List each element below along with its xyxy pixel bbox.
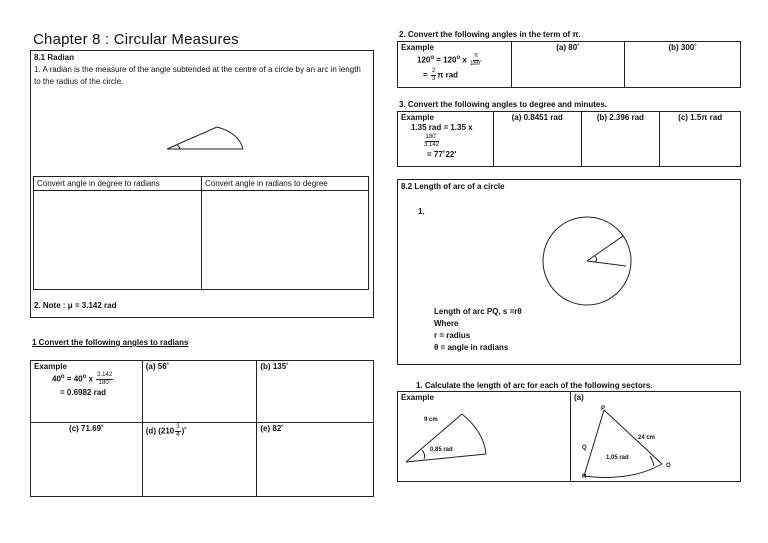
ex3-example-label: Example xyxy=(401,113,434,122)
ex1-example-line1: $40^o = 40^o$ x $\frac{3.142}{180˚}$ xyxy=(52,372,113,387)
ex3-example-result: = 77˚22' xyxy=(427,150,457,159)
ex1-heading: 1 Convert the following angles to radians xyxy=(32,338,189,347)
ex3-heading: 3. Convert the following angles to degree and minutes. xyxy=(399,100,608,109)
arc-theta-def: θ = angle in radians xyxy=(434,343,509,352)
radian-definition: 1. A radian is the measure of the angle subtended at the centre of a circle by an arc in length to the radius of the circle. xyxy=(34,65,361,86)
ex3-cell-c: (c) 1.5π rad xyxy=(660,112,741,167)
ex3-example-fraction: $\frac{180˚}{3.142}$ xyxy=(424,134,440,148)
ex1-cell-d: (d) (210 $\frac{3}{4}$ )˚ xyxy=(142,423,257,497)
radian-section-box xyxy=(30,50,374,318)
arc-length-section-box xyxy=(397,179,741,365)
ex2-example-label: Example xyxy=(401,43,434,52)
ex3-example-line1: 1.35 rad = 1.35 x xyxy=(411,123,473,132)
conversion-table xyxy=(33,176,369,290)
ex3-table xyxy=(397,111,741,167)
arc-radius-def: r = radius xyxy=(434,331,471,340)
ex1-cell-e: (e) 82˚ xyxy=(257,423,374,497)
ex4-example-sector xyxy=(402,406,492,468)
arc-item-number: 1. xyxy=(418,207,425,216)
radian-section-title: 8.1 Radian xyxy=(34,53,75,62)
ex4-point-o: O xyxy=(666,463,671,469)
ex2-example-line2: = $\frac{2}{3}$ π rad xyxy=(423,68,459,83)
arc-formula: Length of arc PQ, s =rθ xyxy=(434,307,522,316)
ex2-heading: 2. Convert the following angles in the term of π. xyxy=(399,30,581,39)
chapter-title: Chapter 8 : Circular Measures xyxy=(33,31,239,48)
arc-where: Where xyxy=(434,319,459,328)
ex1-cell-a: (a) 56˚ xyxy=(142,361,257,423)
ex4-example-radius: 9 cm xyxy=(424,417,438,423)
table-header-rad-to-deg: Convert angle in radians to degree xyxy=(205,179,328,188)
pi-note: 2. Note : μ = 3.142 rad xyxy=(34,301,117,310)
arc-circle-diagram xyxy=(540,214,634,308)
ex3-cell-a: (a) 0.8451 rad xyxy=(493,112,581,167)
ex4-point-p: P xyxy=(601,406,606,412)
ex4-point-q: Q xyxy=(582,445,587,451)
ex2-cell-a: (a) 80˚ xyxy=(511,42,625,88)
ex3-example-cell xyxy=(398,112,494,167)
ex4-a-label: (a) xyxy=(574,393,584,402)
ex2-table xyxy=(397,41,741,88)
ex2-example-line1: $120^o = 120^o$ x $\frac{\pi}{180˚}$ xyxy=(417,53,483,68)
ex2-example-cell xyxy=(398,42,512,88)
ex4-table xyxy=(397,391,741,482)
ex1-cell-b: (b) 135˚ xyxy=(257,361,374,423)
ex2-cell-b: (b) 300˚ xyxy=(625,42,741,88)
ex4-example-label: Example xyxy=(401,393,434,402)
ex1-example-result: = 0.6982 rad xyxy=(60,388,107,398)
radian-sector-diagram xyxy=(161,97,251,167)
ex1-table xyxy=(30,360,374,497)
ex3-cell-b: (b) 2.396 rad xyxy=(581,112,660,167)
table-header-deg-to-rad: Convert angle in degree to radians xyxy=(37,179,160,188)
ex4-a-radius: 24 cm xyxy=(638,435,656,441)
ex4-heading: 1. Calculate the length of arc for each of the following sectors. xyxy=(416,381,653,390)
ex1-example-cell xyxy=(31,361,143,423)
ex1-example-label: Example xyxy=(34,362,67,371)
ex4-point-r: R xyxy=(582,474,587,480)
arc-section-title: 8.2 Length of arc of a circle xyxy=(401,182,505,191)
ex4-a-sector xyxy=(578,406,678,480)
ex4-example-angle: 0.85 rad xyxy=(430,447,453,453)
ex4-a-angle: 1.05 rad xyxy=(606,455,629,461)
ex1-cell-c: (c) 71.69˚ xyxy=(31,423,143,497)
